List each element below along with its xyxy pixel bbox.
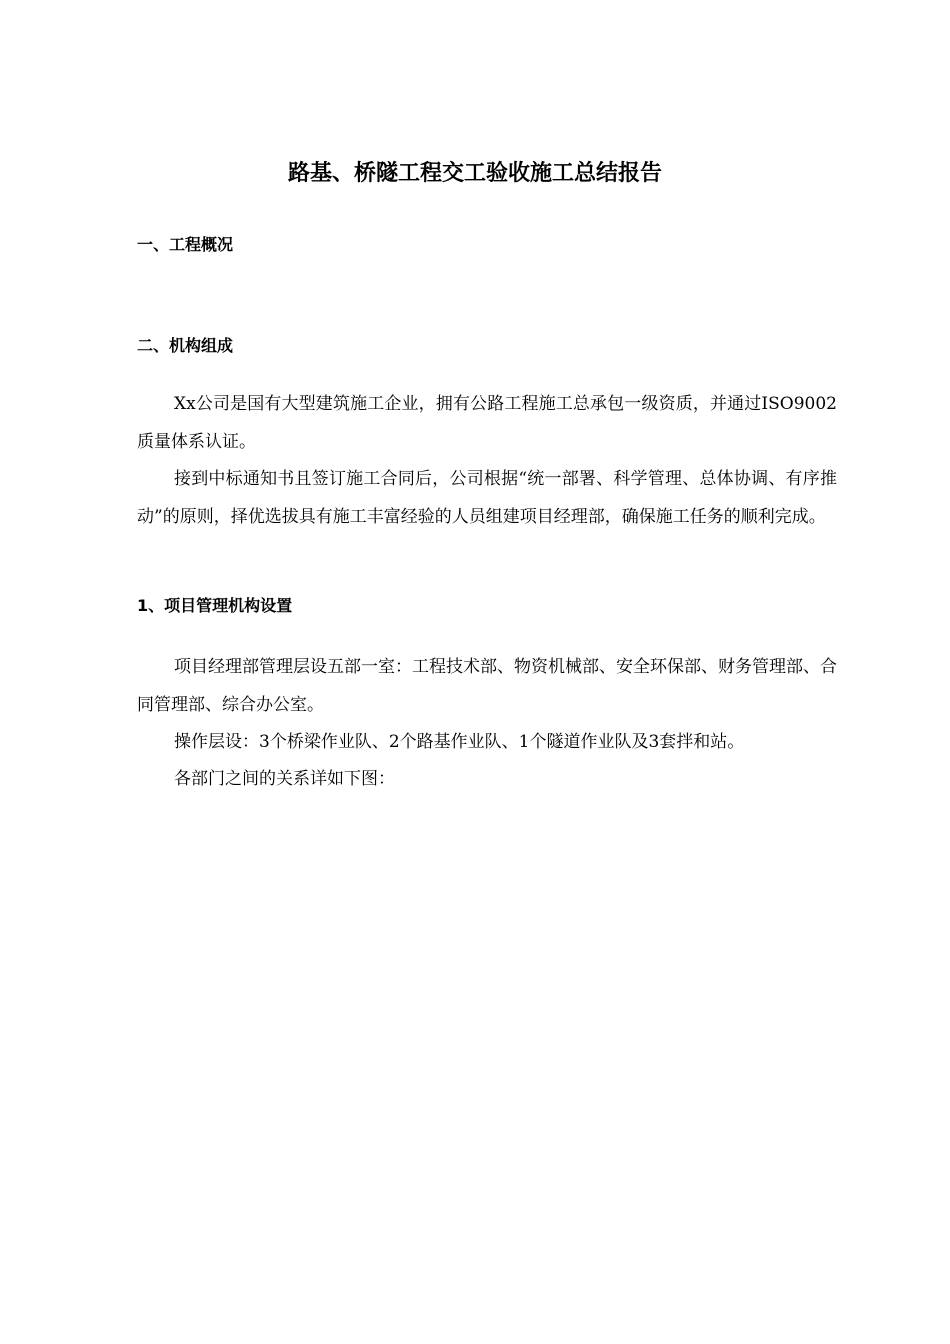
paragraph-management-layer: 项目经理部管理层设五部一室：工程技术部、物资机械部、安全环保部、财务管理部、合同管理部、综合办公室。 bbox=[137, 657, 837, 715]
paragraph-operation-layer: 操作层设：3个桥梁作业队、2个路基作业队、1个隧道作业队及3套拌和站。 bbox=[174, 732, 745, 752]
section-heading-overview: 一、工程概况 bbox=[137, 235, 234, 254]
section-heading-organization: 二、机构组成 bbox=[137, 336, 234, 355]
document-title: 路基、桥隧工程交工验收施工总结报告 bbox=[287, 161, 662, 186]
paragraph-company-intro: Xx公司是国有大型建筑施工企业，拥有公路工程施工总承包一级资质，并通过ISO9002质量体系认证。 bbox=[137, 394, 837, 452]
paragraph-diagram-reference: 各部门之间的关系详如下图： bbox=[174, 769, 395, 789]
paragraph-project-team: 接到中标通知书且签订施工合同后，公司根据“统一部署、科学管理、总体协调、有序推动”的原则，择优选拔具有施工丰富经验的人员组建项目经理部，确保施工任务的顺利完成。 bbox=[137, 469, 837, 527]
subsection-heading-management: 1、项目管理机构设置 bbox=[137, 596, 293, 615]
